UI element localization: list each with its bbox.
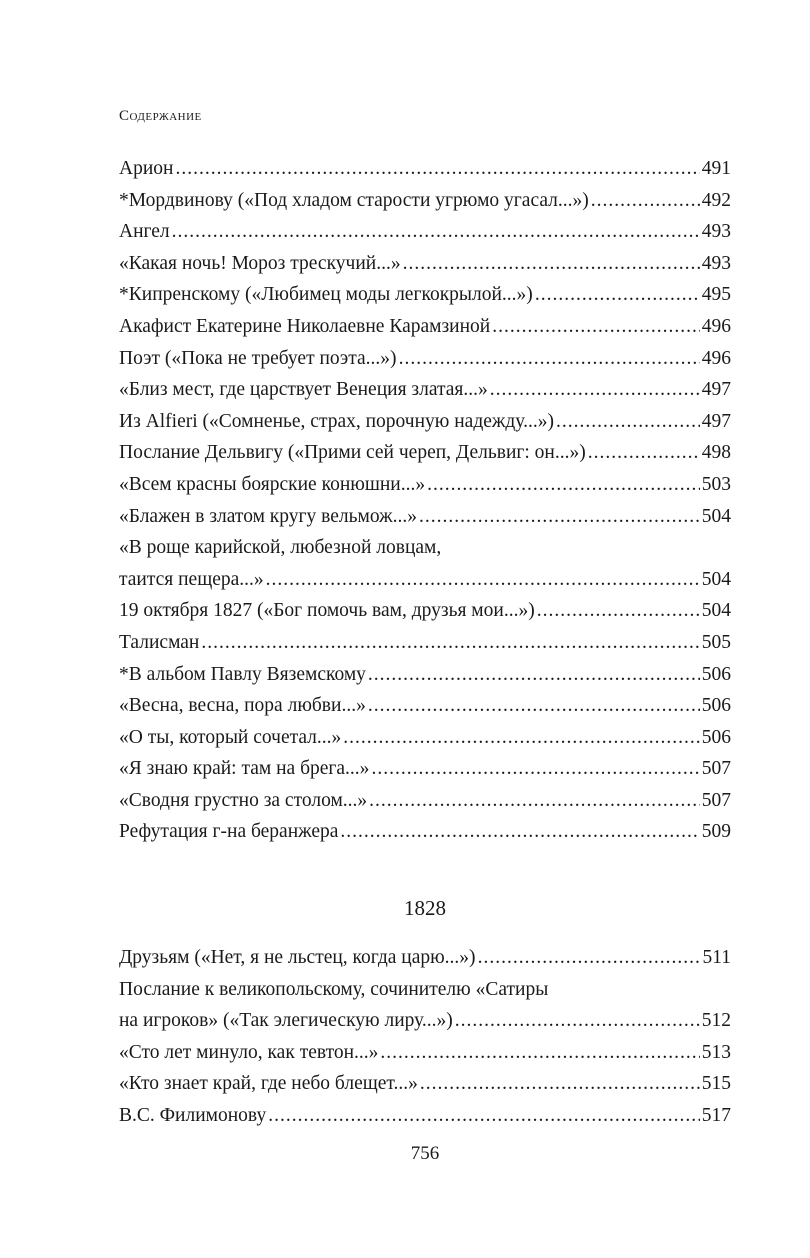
entry-page: 497 bbox=[701, 379, 731, 401]
entry-page: 506 bbox=[701, 726, 731, 748]
entry-title: Послание Дельвигу («Прими сей череп, Дельвиг: он...») bbox=[119, 442, 586, 464]
dot-leader bbox=[419, 501, 700, 533]
toc-section-1 bbox=[119, 153, 731, 848]
entry-title: «Какая ночь! Мороз трескучий...» bbox=[119, 252, 401, 274]
toc-entry bbox=[119, 785, 731, 817]
entry-title: таится пещера...» bbox=[119, 568, 264, 590]
dot-leader bbox=[556, 406, 700, 438]
entry-title: на игроков» («Так элегическую лиру...») bbox=[119, 1010, 453, 1032]
toc-entry bbox=[119, 1100, 731, 1132]
entry-page: 505 bbox=[701, 631, 731, 653]
dot-leader bbox=[478, 942, 701, 974]
toc-entry bbox=[119, 627, 731, 659]
dot-leader bbox=[368, 690, 700, 722]
toc-entry bbox=[119, 564, 731, 596]
dot-leader bbox=[369, 785, 700, 817]
toc-entry bbox=[119, 406, 731, 438]
entry-title: «Всем красны боярские конюшни...» bbox=[119, 473, 426, 495]
toc-entry bbox=[119, 595, 731, 627]
entry-page: 511 bbox=[702, 947, 731, 968]
toc-entry bbox=[119, 374, 731, 406]
dot-leader bbox=[175, 153, 699, 185]
dot-leader bbox=[591, 185, 700, 217]
entry-page: 493 bbox=[701, 252, 731, 274]
entry-page: 515 bbox=[701, 1073, 731, 1095]
dot-leader bbox=[537, 595, 700, 627]
entry-page: 504 bbox=[701, 568, 731, 590]
page-number: 756 bbox=[410, 1143, 440, 1164]
entry-title: «Я знаю край: там на брега...» bbox=[119, 758, 370, 780]
toc-entry bbox=[119, 816, 731, 848]
entry-title: Из Alfieri («Сомненье, страх, порочную надежду...») bbox=[119, 410, 554, 432]
entry-page: 506 bbox=[701, 695, 731, 717]
section-year-heading: 1828 bbox=[404, 896, 446, 920]
entry-title: Арион bbox=[119, 158, 174, 179]
entry-page: 493 bbox=[701, 221, 731, 243]
toc-entry bbox=[119, 469, 731, 501]
toc-entry bbox=[119, 659, 731, 691]
toc-entry bbox=[119, 1068, 731, 1100]
toc-entry bbox=[119, 1037, 731, 1069]
entry-page: 509 bbox=[701, 821, 731, 843]
entry-title: «Сто лет минуло, как тевтон...» bbox=[119, 1041, 379, 1063]
entry-title: *Кипренскому («Любимец моды легкокрылой...») bbox=[119, 284, 533, 306]
entry-page: 517 bbox=[701, 1104, 731, 1126]
entry-title: Друзьям («Нет, я не льстец, когда царю...») bbox=[119, 947, 476, 968]
dot-leader bbox=[380, 1037, 699, 1069]
toc-entry bbox=[119, 279, 731, 311]
entry-title: Акафист Екатерине Николаевне Карамзиной bbox=[119, 315, 491, 337]
entry-page: 506 bbox=[701, 663, 731, 685]
entry-title-line: «В роще карийской, любезной ловцам, bbox=[119, 537, 442, 559]
dot-leader bbox=[201, 627, 699, 659]
dot-leader bbox=[371, 753, 699, 785]
toc-entry bbox=[119, 942, 731, 974]
toc-entry bbox=[119, 753, 731, 785]
toc-entry bbox=[119, 1005, 731, 1037]
toc-entry bbox=[119, 153, 731, 185]
entry-title: «Весна, весна, пора любви...» bbox=[119, 695, 366, 717]
entry-title: Поэт («Пока не требует поэта...») bbox=[119, 347, 397, 369]
dot-leader bbox=[399, 343, 700, 375]
dot-leader bbox=[340, 816, 699, 848]
entry-title: «Близ мест, где царствует Венеция златая...» bbox=[119, 379, 488, 401]
entry-page: 504 bbox=[701, 505, 731, 527]
dot-leader bbox=[420, 1068, 700, 1100]
entry-page: 512 bbox=[701, 1010, 731, 1032]
toc-entry bbox=[119, 437, 731, 469]
entry-page: 513 bbox=[701, 1041, 731, 1063]
entry-page: 496 bbox=[701, 315, 731, 337]
entry-page: 504 bbox=[701, 600, 731, 622]
toc-entry bbox=[119, 690, 731, 722]
entry-title: «Блажен в златом кругу вельмож...» bbox=[119, 505, 417, 527]
entry-title: Талисман bbox=[119, 631, 200, 653]
dot-leader bbox=[588, 437, 700, 469]
entry-page: 491 bbox=[701, 158, 731, 179]
dot-leader bbox=[535, 279, 700, 311]
dot-leader bbox=[492, 311, 700, 343]
entry-title: *Мордвинову («Под хладом старости угрюмо угасал...») bbox=[119, 189, 589, 211]
entry-title: Рефутация г-на беранжера bbox=[119, 821, 339, 843]
toc-entry bbox=[119, 185, 731, 217]
toc-entry bbox=[119, 343, 731, 375]
dot-leader bbox=[455, 1005, 700, 1037]
entry-page: 497 bbox=[701, 410, 731, 432]
dot-leader bbox=[490, 374, 700, 406]
entry-title: «О ты, который сочетал...» bbox=[119, 726, 342, 748]
entry-title-line: Послание к великопольскому, сочинителю «Сатиры bbox=[119, 978, 549, 1000]
dot-leader bbox=[268, 1100, 700, 1132]
entry-page: 498 bbox=[701, 442, 731, 464]
dot-leader bbox=[368, 659, 700, 691]
toc-entry bbox=[119, 311, 731, 343]
entry-page: 495 bbox=[701, 284, 731, 306]
toc-entry bbox=[119, 248, 731, 280]
toc-entry bbox=[119, 722, 731, 754]
dot-leader bbox=[343, 722, 699, 754]
entry-title: «Кто знает край, где небо блещет...» bbox=[119, 1073, 418, 1095]
dot-leader bbox=[427, 469, 700, 501]
entry-title: «Сводня грустно за столом...» bbox=[119, 789, 368, 811]
entry-title: 19 октября 1827 («Бог помочь вам, друзья мои...») bbox=[119, 600, 535, 622]
entry-page: 507 bbox=[701, 758, 731, 780]
dot-leader bbox=[403, 248, 700, 280]
toc-section-2 bbox=[119, 942, 731, 1132]
entry-title: Ангел bbox=[119, 221, 170, 243]
entry-page: 492 bbox=[701, 189, 731, 211]
entry-title: *В альбом Павлу Вяземскому bbox=[119, 663, 366, 685]
toc-entry bbox=[119, 216, 731, 248]
running-head: Содержание bbox=[119, 108, 202, 124]
dot-leader bbox=[266, 564, 700, 596]
dot-leader bbox=[172, 216, 700, 248]
entry-title: В.С. Филимонову bbox=[119, 1104, 267, 1126]
entry-page: 496 bbox=[701, 347, 731, 369]
toc-entry bbox=[119, 501, 731, 533]
entry-page: 503 bbox=[701, 473, 731, 495]
entry-page: 507 bbox=[701, 789, 731, 811]
